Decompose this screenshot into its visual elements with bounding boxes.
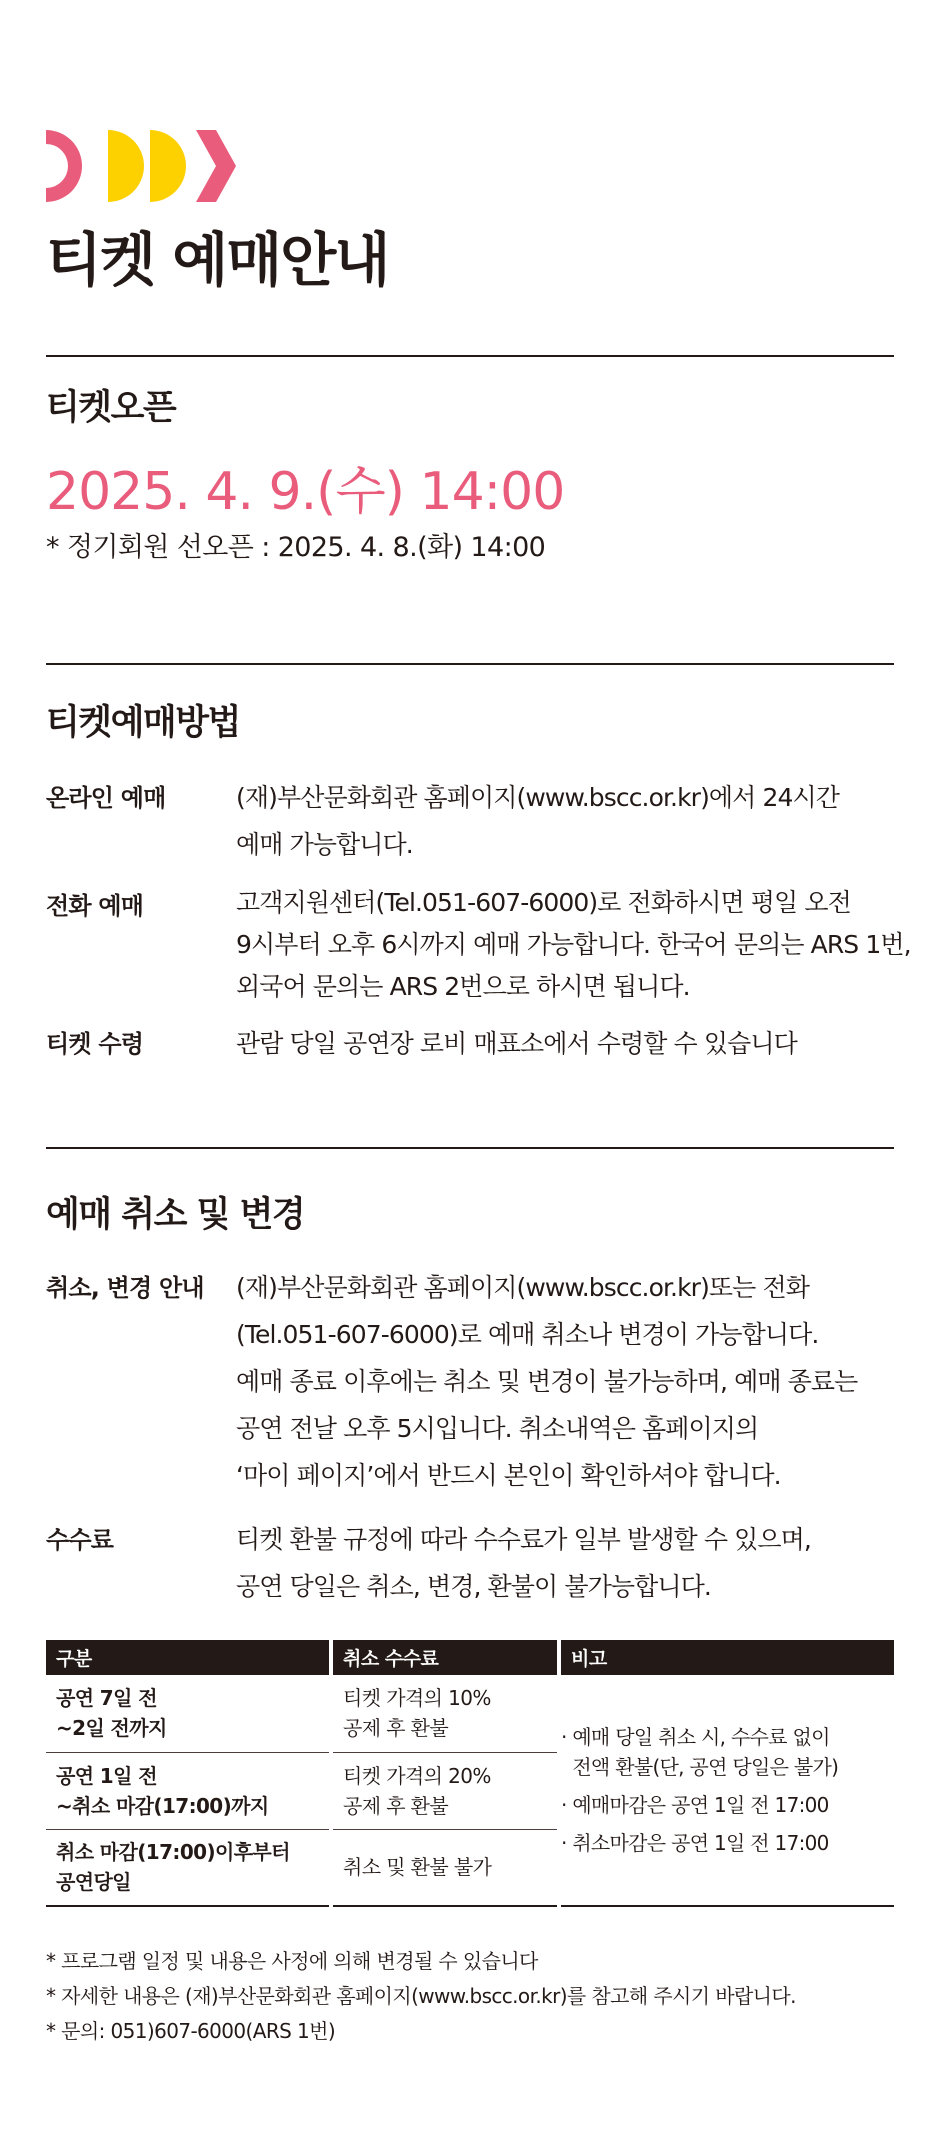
section-divider xyxy=(46,663,894,665)
phone-booking-desc: 고객지원센터(Tel.051-607-6000)로 전화하시면 평일 오전 9시부터 오후 6시까지 예매 가능합니다. 한국어 문의는 ARS 1번, 외국어 문의는 ARS 2번으로 하시면 됩니다. xyxy=(236,888,911,1001)
online-booking-desc: (재)부산문화회관 홈페이지(www.bscc.or.kr)에서 24시간 예매 가능합니다. xyxy=(236,783,839,859)
fee-cell: 티켓 가격의 20% 공제 후 환불 xyxy=(331,1752,559,1829)
fee-label: 수수료 xyxy=(46,1526,114,1554)
booking-method-heading: 티켓예매방법 xyxy=(46,703,240,743)
column-header: 구분 xyxy=(46,1640,331,1675)
fee-cell: 티켓 가격의 10% 공제 후 환불 xyxy=(331,1675,559,1752)
member-preopen-note: * 정기회원 선오픈 : 2025. 4. 8.(화) 14:00 xyxy=(46,532,546,563)
section-divider xyxy=(46,1147,894,1149)
fee-desc: 티켓 환불 규정에 따라 수수료가 일부 발생할 수 있으며, 공연 당일은 취소, 변경, 환불이 불가능합니다. xyxy=(236,1525,811,1601)
period-cell: 취소 마감(17:00)이후부터 공연당일 xyxy=(46,1829,331,1906)
page-title: 티켓 예매안내 xyxy=(46,226,389,294)
online-booking-label: 온라인 예매 xyxy=(46,784,166,812)
period-cell: 공연 7일 전 ~2일 전까지 xyxy=(46,1675,331,1752)
footer-note: * 프로그램 일정 및 내용은 사정에 의해 변경될 수 있습니다 xyxy=(46,1949,538,1973)
period-cell: 공연 1일 전 ~취소 마감(17:00)까지 xyxy=(46,1752,331,1829)
fee-cell: 취소 및 환불 불가 xyxy=(331,1829,559,1906)
cancel-change-heading: 예매 취소 및 변경 xyxy=(46,1195,305,1235)
ticket-open-heading: 티켓오픈 xyxy=(46,388,176,428)
footer-note: * 문의: 051)607-6000(ARS 1번) xyxy=(46,2019,336,2043)
phone-booking-label: 전화 예매 xyxy=(46,892,144,920)
ticket-pickup-desc: 관람 당일 공연장 로비 매표소에서 수령할 수 있습니다 xyxy=(236,1029,797,1058)
column-header: 취소 수수료 xyxy=(331,1640,559,1675)
ticket-open-date: 2025. 4. 9.(수) 14:00 xyxy=(46,462,565,522)
yellow-half-disc-icon xyxy=(150,130,186,202)
cancel-info-label: 취소, 변경 안내 xyxy=(46,1274,204,1302)
brand-logo-icon xyxy=(46,130,236,202)
footer-notes xyxy=(46,1944,796,2049)
footer-note: * 자세한 내용은 (재)부산문화회관 홈페이지(www.bscc.or.kr)를 참고해 주시기 바랍니다. xyxy=(46,1984,796,2008)
table-header-row xyxy=(46,1640,894,1675)
remarks-cell: · 예매 당일 취소 시, 수수료 없이 전액 환불(단, 공연 당일은 불가) · 예매마감은 공연 1일 전 17:00 · 취소마감은 공연 1일 전 17:00 xyxy=(559,1675,894,1906)
column-header: 비고 xyxy=(559,1640,894,1675)
section-divider xyxy=(46,355,894,357)
table-row xyxy=(46,1675,894,1752)
pink-chevron-icon xyxy=(196,130,236,202)
cancel-info-desc: (재)부산문화회관 홈페이지(www.bscc.or.kr)또는 전화 (Tel.051-607-6000)로 예매 취소나 변경이 가능합니다. 예매 종료 이후에는 취소 및 변경이 불가능하며, 예매 종료는 공연 전날 오후 5시입니다. 취소내역은 홈페이지의 ‘마이 페이지’에서 반드시 본인이 확인하셔야 합니다. xyxy=(236,1273,858,1490)
yellow-half-disc-icon xyxy=(108,130,144,202)
pink-crescent-icon xyxy=(46,130,82,202)
ticket-pickup-label: 티켓 수령 xyxy=(46,1030,144,1058)
cancellation-fee-table xyxy=(46,1640,894,1907)
